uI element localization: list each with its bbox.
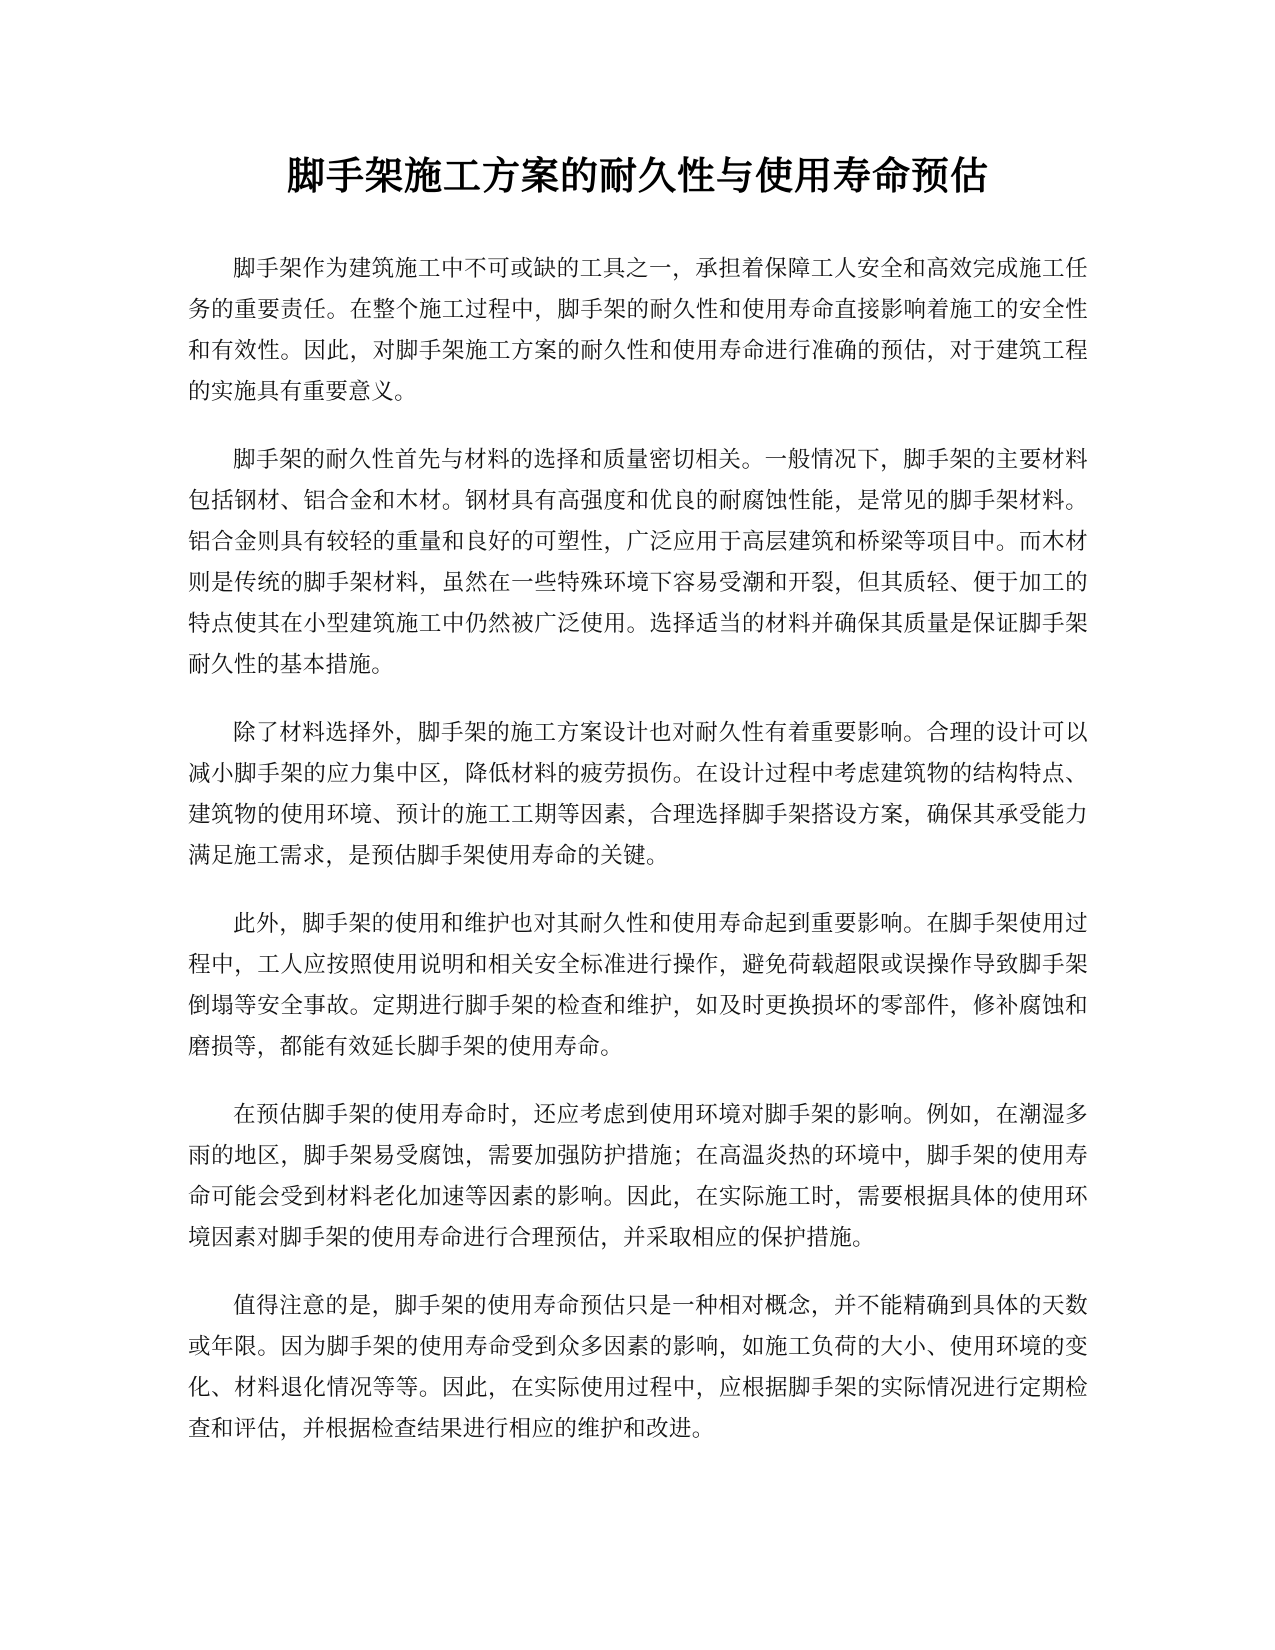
document-page [188,148,1088,1477]
paragraph-6: 值得注意的是，脚手架的使用寿命预估只是一种相对概念，并不能精确到具体的天数或年限。因为脚手架的使用寿命受到众多因素的影响，如施工负荷的大小、使用环境的变化、材料退化情况等等。因此，在实际使用过程中，应根据脚手架的实际情况进行定期检查和评估，并根据检查结果进行相应的维护和改进。 [188,1293,1088,1442]
paragraph-3: 除了材料选择外，脚手架的施工方案设计也对耐久性有着重要影响。合理的设计可以减小脚手架的应力集中区，降低材料的疲劳损伤。在设计过程中考虑建筑物的结构特点、建筑物的使用环境、预计的施工工期等因素，合理选择脚手架搭设方案，确保其承受能力满足施工需求，是预估脚手架使用寿命的关键。 [188,720,1088,869]
paragraph-1: 脚手架作为建筑施工中不可或缺的工具之一，承担着保障工人安全和高效完成施工任务的重要责任。在整个施工过程中，脚手架的耐久性和使用寿命直接影响着施工的安全性和有效性。因此，对脚手架施工方案的耐久性和使用寿命进行准确的预估，对于建筑工程的实施具有重要意义。 [188,256,1088,405]
paragraph-4: 此外，脚手架的使用和维护也对其耐久性和使用寿命起到重要影响。在脚手架使用过程中，工人应按照使用说明和相关安全标准进行操作，避免荷载超限或误操作导致脚手架倒塌等安全事故。定期进行脚手架的检查和维护，如及时更换损坏的零部件，修补腐蚀和磨损等，都能有效延长脚手架的使用寿命。 [188,911,1088,1060]
paragraph-2: 脚手架的耐久性首先与材料的选择和质量密切相关。一般情况下，脚手架的主要材料包括钢材、铝合金和木材。钢材具有高强度和优良的耐腐蚀性能，是常见的脚手架材料。铝合金则具有较轻的重量和良好的可塑性，广泛应用于高层建筑和桥梁等项目中。而木材则是传统的脚手架材料，虽然在一些特殊环境下容易受潮和开裂，但其质轻、便于加工的特点使其在小型建筑施工中仍然被广泛使用。选择适当的材料并确保其质量是保证脚手架耐久性的基本措施。 [188,447,1088,678]
paragraph-5: 在预估脚手架的使用寿命时，还应考虑到使用环境对脚手架的影响。例如，在潮湿多雨的地区，脚手架易受腐蚀，需要加强防护措施；在高温炎热的环境中，脚手架的使用寿命可能会受到材料老化加速等因素的影响。因此，在实际施工时，需要根据具体的使用环境因素对脚手架的使用寿命进行合理预估，并采取相应的保护措施。 [188,1102,1088,1251]
document-title: 脚手架施工方案的耐久性与使用寿命预估 [286,154,989,198]
